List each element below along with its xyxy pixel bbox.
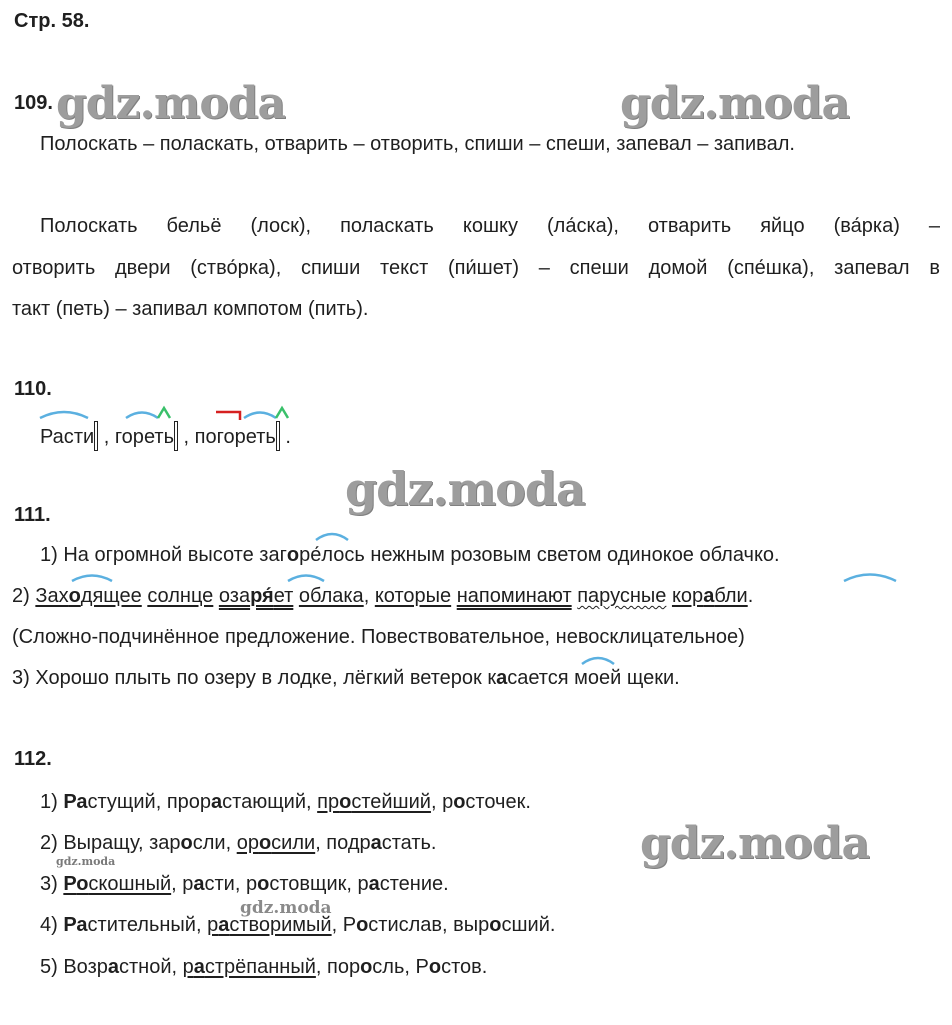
text: 4) bbox=[40, 914, 64, 936]
root-arc-mark bbox=[244, 413, 276, 419]
text: стов. bbox=[441, 956, 488, 978]
vowel-highlight: а bbox=[218, 914, 230, 936]
text: кор bbox=[671, 585, 704, 607]
separator: , bbox=[98, 426, 115, 448]
ex112-row-2 bbox=[40, 831, 437, 855]
vowel-highlight: о bbox=[489, 914, 502, 936]
vowel-highlight: о bbox=[258, 832, 272, 854]
underlined-word bbox=[183, 956, 316, 978]
text: 2) bbox=[12, 585, 30, 607]
vowel-highlight: а bbox=[703, 585, 715, 607]
text: стение. bbox=[379, 873, 449, 895]
exercise-number-110: 110. bbox=[14, 378, 52, 400]
ex111-sentence-note: (Сложно-подчинённое предложение. Повествовательное, невосклицательное) bbox=[12, 626, 745, 648]
ex111-sentence-3 bbox=[12, 666, 680, 690]
text: , пор bbox=[315, 956, 361, 978]
root-arc-mark bbox=[288, 576, 324, 582]
text: 1) bbox=[40, 791, 64, 813]
text: сточек. bbox=[465, 791, 531, 813]
root-arc-mark bbox=[316, 534, 348, 540]
text: Р bbox=[63, 873, 77, 895]
text: Р bbox=[63, 914, 77, 936]
text: скошный bbox=[88, 873, 172, 895]
text: Зах bbox=[35, 585, 69, 607]
word-stem: гор bbox=[216, 426, 246, 448]
predicate-word bbox=[219, 585, 293, 607]
text: стающий, bbox=[222, 791, 318, 813]
vowel-highlight: о bbox=[339, 791, 352, 813]
exercise-number-109: 109. bbox=[14, 92, 53, 114]
text: сль, Р bbox=[372, 956, 429, 978]
text: стать. bbox=[381, 832, 437, 854]
subject-word: солнце bbox=[147, 585, 214, 607]
text: , р bbox=[171, 873, 194, 895]
object-word bbox=[672, 585, 748, 607]
text: стислав, выр bbox=[368, 914, 490, 936]
underlined-word bbox=[237, 832, 315, 854]
suffix-mark bbox=[158, 408, 170, 418]
text: ре́лось нежным розовым светом одинокое облачко. bbox=[299, 544, 780, 566]
ex111-sentence-2 bbox=[12, 584, 753, 608]
ex112-row-1 bbox=[40, 790, 531, 814]
suffix-mark bbox=[276, 408, 288, 418]
text: 1) На огромной высоте заг bbox=[40, 544, 287, 566]
text: сли, bbox=[192, 832, 237, 854]
text: , подр bbox=[315, 832, 371, 854]
watermark-small: gdz.moda bbox=[240, 898, 332, 918]
vowel-highlight: о bbox=[180, 832, 193, 854]
page-header: Стр. 58. bbox=[14, 10, 90, 32]
vowel-highlight: а bbox=[76, 791, 88, 813]
watermark-small: gdz.moda bbox=[56, 855, 116, 868]
vowel-highlight: а bbox=[211, 791, 223, 813]
text: ет bbox=[273, 585, 294, 607]
vowel-highlight: о bbox=[257, 873, 270, 895]
text: Выращу, зар bbox=[63, 832, 181, 854]
text: дящее bbox=[80, 585, 142, 607]
root-arc-mark bbox=[582, 658, 614, 664]
root-arc-mark bbox=[844, 575, 896, 582]
ex109-paragraph-line2: отворить двери (ство́рка), спиши текст (пи́шет) – спеши домой (спе́шка), запевал в bbox=[12, 257, 940, 279]
watermark-logo: gdz.moda bbox=[56, 78, 286, 129]
word-inflection: ть bbox=[154, 426, 174, 448]
text: сили bbox=[271, 832, 316, 854]
ex109-word-pairs: Полоскать – поласкать, отварить – отворить, спиши – спеши, запевал – запивал. bbox=[40, 133, 795, 155]
text: стущий, прор bbox=[87, 791, 212, 813]
text: , Р bbox=[331, 914, 357, 936]
attribute-word: парусные bbox=[577, 585, 667, 607]
separator: . bbox=[279, 426, 291, 448]
underlined-word bbox=[207, 914, 332, 936]
vowel-highlight: а bbox=[368, 873, 380, 895]
vowel-highlight: а bbox=[76, 914, 88, 936]
text: . bbox=[747, 585, 754, 607]
word-suffix: е bbox=[245, 426, 257, 448]
vowel-highlight: о bbox=[68, 585, 81, 607]
prefix-mark bbox=[216, 412, 240, 420]
text: оза bbox=[218, 585, 251, 607]
word-suffix: е bbox=[143, 426, 155, 448]
vowel-highlight: о bbox=[428, 956, 442, 978]
vowel-highlight: ря́ bbox=[250, 585, 274, 607]
vowel-highlight: о bbox=[356, 914, 369, 936]
watermark-logo: gdz.moda bbox=[345, 462, 585, 516]
ex109-paragraph-line1: Полоскать бельё (лоск), поласкать кошку (ла́ска), отварить яйцо (ва́рка) – bbox=[40, 215, 940, 237]
exercise-number-112: 112. bbox=[14, 748, 52, 770]
root-arc-mark bbox=[40, 412, 88, 418]
text: Возр bbox=[63, 956, 108, 978]
text: створимый bbox=[229, 914, 332, 936]
vowel-highlight: а bbox=[107, 956, 119, 978]
ex112-row-4 bbox=[40, 913, 555, 937]
text: , bbox=[363, 585, 370, 607]
vowel-highlight: а bbox=[370, 832, 382, 854]
ex112-row-5 bbox=[40, 955, 487, 979]
ex112-row-3 bbox=[40, 872, 449, 896]
text: сается моей щеки. bbox=[507, 667, 680, 689]
word-inflection: ть bbox=[256, 426, 276, 448]
underlined-word bbox=[63, 873, 171, 895]
vowel-highlight: о bbox=[453, 791, 466, 813]
underlined-word bbox=[317, 791, 431, 813]
text: 3) Хорошо плыть по озеру в лодке, лёгкий ветерок к bbox=[12, 667, 497, 689]
ex110-words bbox=[40, 421, 291, 451]
text: сший. bbox=[501, 914, 556, 936]
text: 2) bbox=[40, 832, 64, 854]
text: бли bbox=[714, 585, 748, 607]
text: р bbox=[207, 914, 219, 936]
word-stem: Рас bbox=[40, 426, 74, 448]
text: стовщик, р bbox=[269, 873, 369, 895]
text: Р bbox=[63, 791, 77, 813]
text: р bbox=[182, 956, 194, 978]
root-arc-mark bbox=[126, 413, 158, 419]
subject-word: которые bbox=[374, 585, 452, 607]
word-stem: гор bbox=[114, 426, 144, 448]
text: ор bbox=[236, 832, 259, 854]
text: стрёпанный bbox=[204, 956, 316, 978]
object-word: облака bbox=[298, 585, 364, 607]
ex111-sentence-1 bbox=[40, 543, 780, 567]
text: 3) bbox=[40, 873, 64, 895]
text: стительный, bbox=[87, 914, 208, 936]
text: , р bbox=[430, 791, 454, 813]
text: стной, bbox=[119, 956, 183, 978]
text: 5) bbox=[40, 956, 64, 978]
vowel-highlight: о bbox=[76, 873, 89, 895]
separator: , bbox=[178, 426, 195, 448]
predicate-word: напоминают bbox=[456, 585, 572, 607]
word-prefix: по bbox=[194, 426, 217, 448]
vowel-highlight: а bbox=[496, 667, 508, 689]
vowel-highlight: о bbox=[286, 544, 300, 566]
vowel-highlight: о bbox=[360, 956, 373, 978]
text: стейший bbox=[351, 791, 431, 813]
text: пр bbox=[317, 791, 340, 813]
vowel-highlight: а bbox=[193, 873, 205, 895]
watermark-logo: gdz.moda bbox=[620, 78, 850, 129]
ex109-paragraph-line3: такт (петь) – запивал компотом (пить). bbox=[12, 298, 369, 320]
root-arc-mark bbox=[72, 576, 112, 582]
exercise-number-111: 111. bbox=[14, 504, 51, 526]
vowel-highlight: а bbox=[193, 956, 205, 978]
word-suffix: ти bbox=[73, 426, 95, 448]
watermark-logo: gdz.moda bbox=[640, 818, 870, 869]
subject-word bbox=[35, 585, 141, 607]
text: сти, р bbox=[204, 873, 258, 895]
